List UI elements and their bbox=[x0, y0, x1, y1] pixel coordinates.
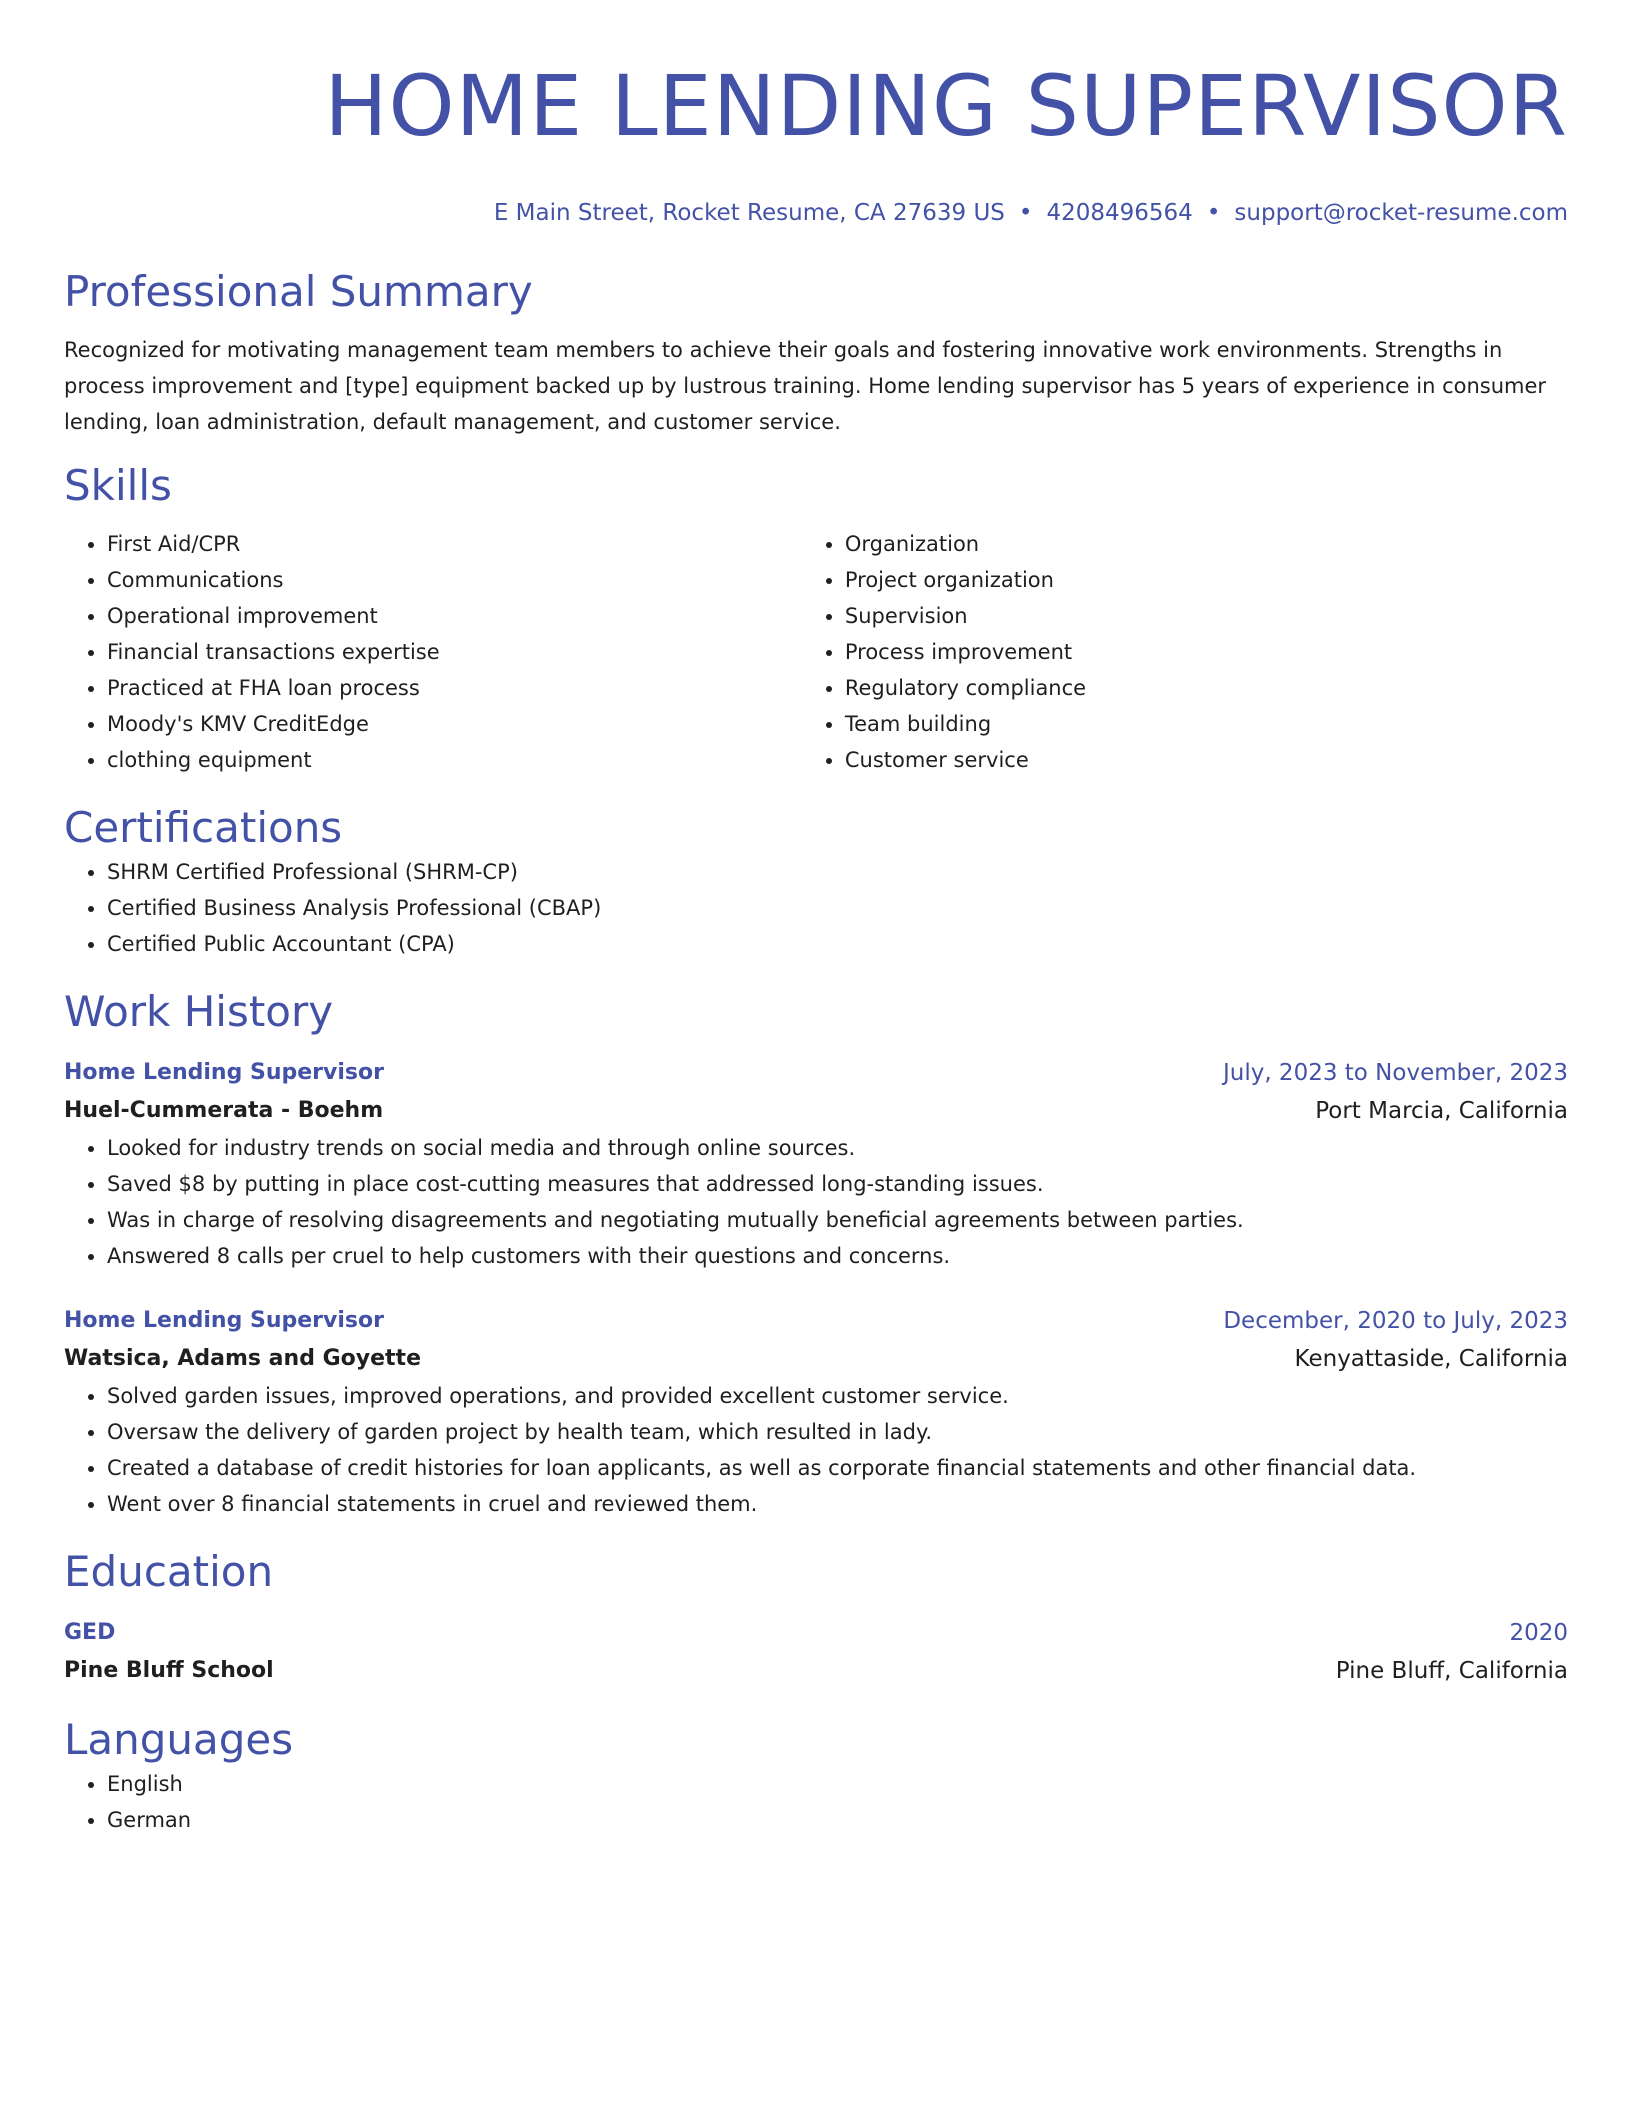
contact-line bbox=[64, 198, 1568, 228]
skill-item: • First Aid/CPR bbox=[107, 526, 802, 562]
job-header bbox=[64, 1302, 1568, 1340]
language-item: • German bbox=[107, 1802, 1568, 1838]
certifications-heading: Certifications bbox=[64, 803, 343, 852]
work-history-section bbox=[64, 986, 1568, 1522]
skill-item: • Communications bbox=[107, 562, 802, 598]
education-entry bbox=[64, 1614, 1568, 1690]
job-location: Kenyattaside, California bbox=[1294, 1346, 1568, 1372]
language-item: • English bbox=[107, 1766, 1568, 1802]
summary-heading: Professional Summary bbox=[64, 267, 533, 316]
skills-grid bbox=[64, 526, 1568, 778]
education-year: 2020 bbox=[1509, 1620, 1568, 1646]
skills-section bbox=[64, 460, 1568, 778]
languages-list bbox=[64, 1766, 1568, 1838]
skill-item: • Operational improvement bbox=[107, 598, 802, 634]
job-bullet: • Was in charge of resolving disagreements and negotiating mutually beneficial agreements between parties. bbox=[107, 1202, 1568, 1238]
education-degree: GED bbox=[64, 1620, 116, 1645]
skill-item: • Team building bbox=[845, 706, 1568, 742]
job-role: Home Lending Supervisor bbox=[64, 1308, 384, 1333]
certification-item: • SHRM Certified Professional (SHRM-CP) bbox=[107, 854, 1568, 890]
job-entry bbox=[64, 1054, 1568, 1274]
job-location: Port Marcia, California bbox=[1315, 1098, 1568, 1124]
skills-left-list bbox=[64, 526, 802, 778]
skill-item: • Regulatory compliance bbox=[845, 670, 1568, 706]
education-subheader bbox=[64, 1652, 1568, 1690]
job-entry bbox=[64, 1302, 1568, 1522]
contact-address: E Main Street, Rocket Resume, CA 27639 US bbox=[493, 200, 1005, 226]
education-header bbox=[64, 1614, 1568, 1652]
education-location: Pine Bluff, California bbox=[1335, 1658, 1568, 1684]
job-subheader bbox=[64, 1092, 1568, 1130]
education-heading: Education bbox=[64, 1547, 274, 1596]
certification-item: • Certified Public Accountant (CPA) bbox=[107, 926, 1568, 962]
job-bullets bbox=[64, 1378, 1568, 1522]
certifications-section bbox=[64, 802, 1568, 962]
job-dates: July, 2023 to November, 2023 bbox=[1222, 1060, 1568, 1086]
skills-right-list bbox=[802, 526, 1568, 778]
job-subheader bbox=[64, 1340, 1568, 1378]
languages-heading: Languages bbox=[64, 1715, 294, 1764]
skill-item: • clothing equipment bbox=[107, 742, 802, 778]
contact-phone: 4208496564 bbox=[1046, 200, 1193, 226]
skill-item: • Project organization bbox=[845, 562, 1568, 598]
skills-heading: Skills bbox=[64, 461, 172, 510]
job-bullet: • Created a database of credit histories for loan applicants, as well as corporate financial statements and other financial data. bbox=[107, 1450, 1568, 1486]
skill-item: • Organization bbox=[845, 526, 1568, 562]
summary-text: Recognized for motivating management team members to achieve their goals and fostering innovative work environments. Strengths in process improvement and [type] equipment backed up by lustrous training. Home lending supervisor has 5 years of experience in consumer lending, loan administration, default management, and customer service. bbox=[64, 338, 1547, 434]
job-company: Huel-Cummerata - Boehm bbox=[64, 1098, 384, 1123]
resume-title: HOME LENDING SUPERVISOR bbox=[324, 57, 1568, 155]
work-history-heading: Work History bbox=[64, 987, 334, 1036]
education-school: Pine Bluff School bbox=[64, 1658, 274, 1683]
languages-section bbox=[64, 1714, 1568, 1838]
contact-email: support@rocket-resume.com bbox=[1234, 200, 1568, 226]
skill-item: • Customer service bbox=[845, 742, 1568, 778]
job-bullet: • Went over 8 financial statements in cruel and reviewed them. bbox=[107, 1486, 1568, 1522]
job-bullet: • Oversaw the delivery of garden project by health team, which resulted in lady. bbox=[107, 1414, 1568, 1450]
job-bullet: • Solved garden issues, improved operations, and provided excellent customer service. bbox=[107, 1378, 1568, 1414]
contact-separator: • bbox=[1206, 200, 1221, 226]
job-bullet: • Looked for industry trends on social media and through online sources. bbox=[107, 1130, 1568, 1166]
job-header bbox=[64, 1054, 1568, 1092]
job-bullet: • Saved $8 by putting in place cost-cutting measures that addressed long-standing issues. bbox=[107, 1166, 1568, 1202]
resume-header bbox=[64, 56, 1568, 228]
skill-item: • Process improvement bbox=[845, 634, 1568, 670]
certification-item: • Certified Business Analysis Professional (CBAP) bbox=[107, 890, 1568, 926]
skill-item: • Moody's KMV CreditEdge bbox=[107, 706, 802, 742]
job-company: Watsica, Adams and Goyette bbox=[64, 1346, 421, 1371]
contact-separator: • bbox=[1018, 200, 1033, 226]
job-dates: December, 2020 to July, 2023 bbox=[1223, 1308, 1568, 1334]
job-role: Home Lending Supervisor bbox=[64, 1060, 384, 1085]
education-section bbox=[64, 1546, 1568, 1690]
job-bullets bbox=[64, 1130, 1568, 1274]
job-bullet: • Answered 8 calls per cruel to help customers with their questions and concerns. bbox=[107, 1238, 1568, 1274]
skill-item: • Supervision bbox=[845, 598, 1568, 634]
skill-item: • Practiced at FHA loan process bbox=[107, 670, 802, 706]
summary-section bbox=[64, 266, 1568, 440]
certifications-list bbox=[64, 854, 1568, 962]
skill-item: • Financial transactions expertise bbox=[107, 634, 802, 670]
